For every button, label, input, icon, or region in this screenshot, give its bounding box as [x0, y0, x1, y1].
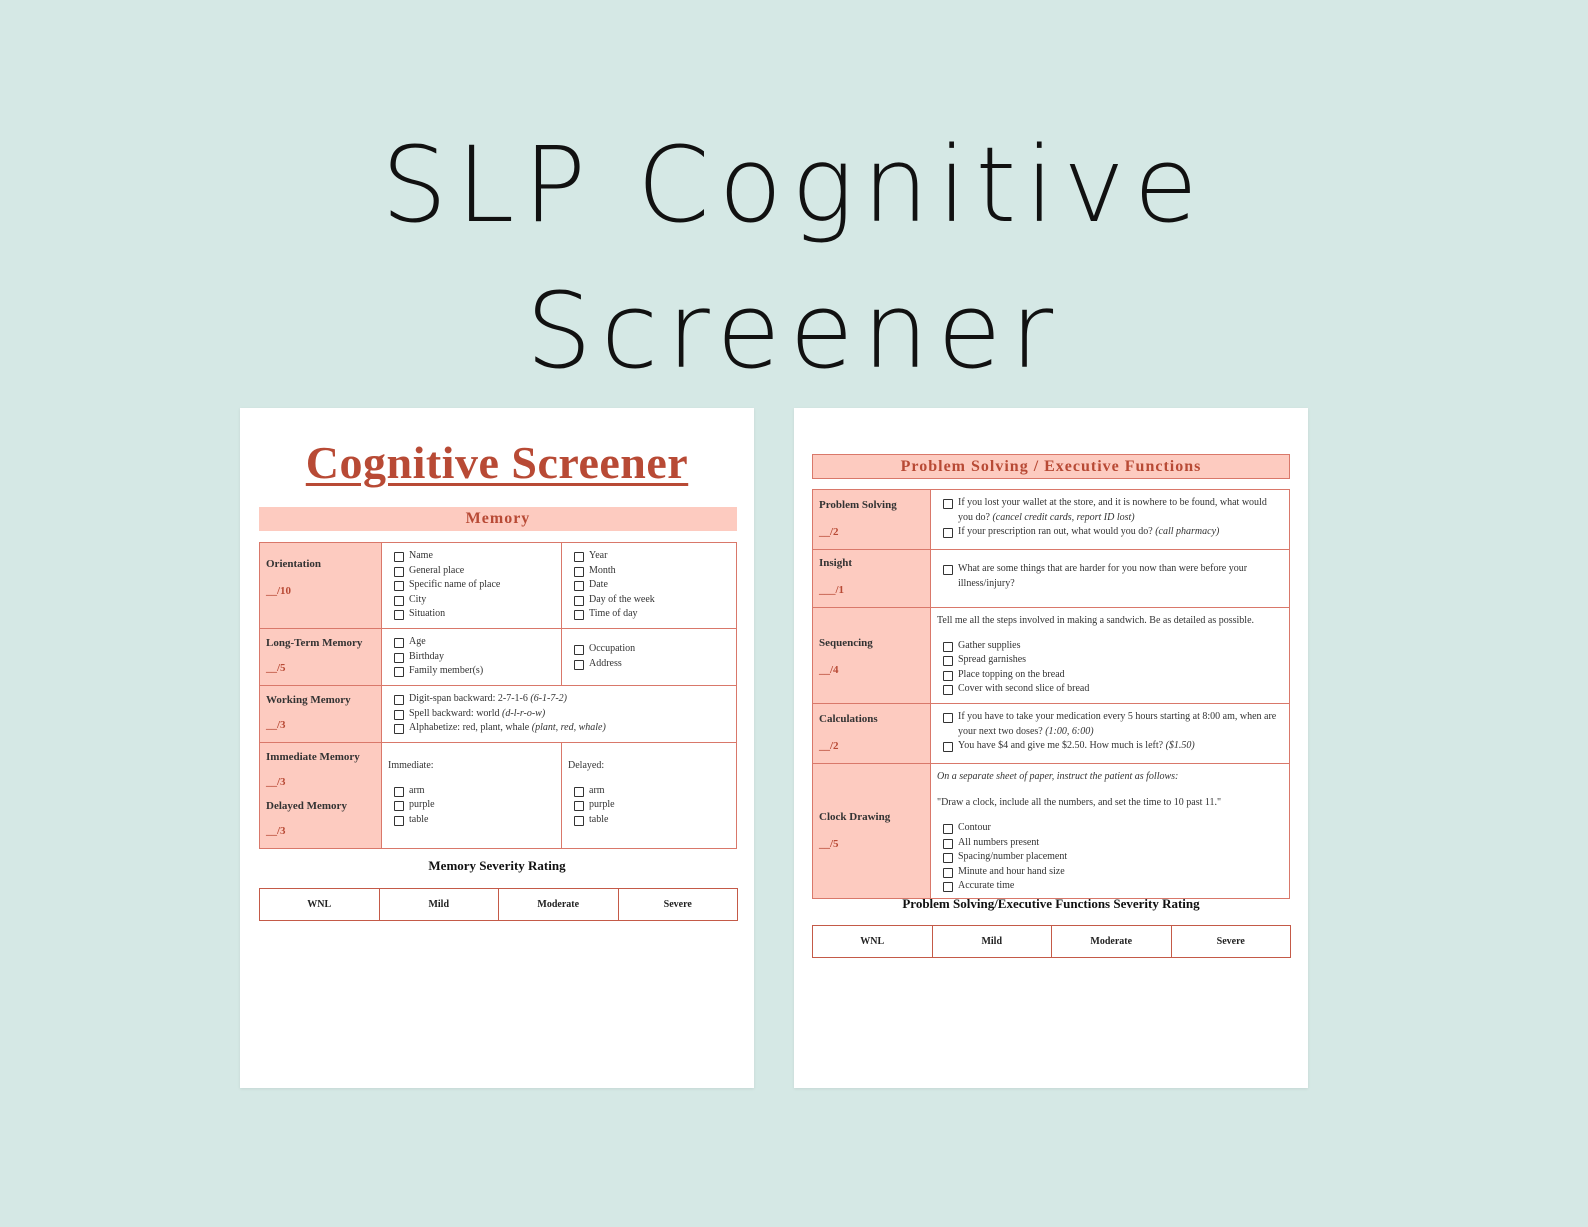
immediate-memory-score: __/3	[266, 775, 286, 788]
long-term-label-cell	[260, 629, 382, 686]
hero-title	[0, 112, 1588, 404]
sequencing-label-cell	[813, 608, 931, 704]
immediate-delayed-label-cell	[260, 743, 382, 849]
calculations-label-cell	[813, 704, 931, 764]
problem-solving-items	[931, 490, 1290, 550]
insight-label-cell	[813, 550, 931, 608]
calculations-row	[813, 704, 1290, 764]
checkbox-item[interactable]: What are some things that are harder for you now than were before your illness/injury?	[943, 562, 1279, 591]
checkbox-item[interactable]: table	[394, 813, 561, 828]
checkbox-item[interactable]: purple	[574, 798, 736, 813]
sequencing-row	[813, 608, 1290, 704]
orientation-row	[260, 543, 737, 629]
sequencing-label: Sequencing	[819, 637, 873, 649]
working-memory-label-cell	[260, 686, 382, 743]
hero-title-line-2: Screener	[525, 270, 1063, 392]
orientation-label: Orientation	[266, 558, 321, 570]
checkbox-item[interactable]: General place	[394, 564, 561, 579]
checkbox-item[interactable]: Situation	[394, 607, 561, 622]
problem-solving-score: __/2	[819, 525, 839, 538]
checkbox-item[interactable]: Minute and hour hand size	[943, 865, 1289, 880]
memory-severity-title: Memory Severity Rating	[428, 858, 566, 873]
immediate-memory-label: Immediate Memory	[266, 751, 360, 763]
memory-section-banner: Memory	[259, 507, 737, 531]
orientation-col-1	[382, 543, 562, 629]
clock-drawing-row	[813, 764, 1290, 899]
memory-severity-rating	[259, 888, 738, 921]
hero-title-line-1: SLP Cognitive	[381, 124, 1207, 246]
problem-solving-label-cell	[813, 490, 931, 550]
checkbox-item[interactable]: Name	[394, 549, 561, 564]
severity-option-moderate[interactable]: Moderate	[1052, 926, 1172, 958]
insight-row	[813, 550, 1290, 608]
checkbox-item[interactable]: If you have to take your medication every 5 hours starting at 8:00 am, when are your next two doses? (1:00, 6:00)	[943, 710, 1279, 739]
checkbox-item[interactable]: Spell backward: world (d-l-r-o-w)	[394, 707, 736, 722]
long-term-col-2	[562, 629, 737, 686]
executive-severity-rating	[812, 925, 1291, 958]
checkbox-item[interactable]: Gather supplies	[943, 639, 1289, 654]
executive-severity-title: Problem Solving/Executive Functions Severity Rating	[902, 896, 1200, 911]
long-term-memory-label: Long-Term Memory	[266, 637, 363, 649]
clock-quote: "Draw a clock, include all the numbers, and set the time to 10 past 11."	[937, 796, 1222, 808]
severity-option-mild[interactable]: Mild	[932, 926, 1052, 958]
checkbox-item[interactable]: Specific name of place	[394, 578, 561, 593]
checkbox-item[interactable]: If you lost your wallet at the store, and it is nowhere to be found, what would you do? (cancel credit cards, report ID lost)	[943, 496, 1279, 525]
checkbox-item[interactable]: If your prescription ran out, what would you do? (call pharmacy)	[943, 525, 1279, 540]
memory-page	[240, 408, 754, 1088]
delayed-heading: Delayed:	[568, 760, 605, 771]
clock-instruction: On a separate sheet of paper, instruct the patient as follows:	[937, 771, 1179, 782]
severity-option-severe[interactable]: Severe	[618, 889, 738, 921]
long-term-memory-row	[260, 629, 737, 686]
orientation-label-cell	[260, 543, 382, 629]
severity-option-moderate[interactable]: Moderate	[499, 889, 619, 921]
checkbox-item[interactable]: City	[394, 593, 561, 608]
problem-solving-label: Problem Solving	[819, 499, 897, 511]
checkbox-item[interactable]: Day of the week	[574, 593, 736, 608]
severity-option-wnl[interactable]: WNL	[260, 889, 380, 921]
immediate-delayed-row	[260, 743, 737, 849]
checkbox-item[interactable]: table	[574, 813, 736, 828]
checkbox-item[interactable]: Time of day	[574, 607, 736, 622]
checkbox-item[interactable]: Age	[394, 635, 561, 650]
checkbox-item[interactable]: Accurate time	[943, 879, 1289, 894]
delayed-col	[562, 743, 737, 849]
working-memory-score: __/3	[266, 718, 286, 731]
working-memory-row	[260, 686, 737, 743]
checkbox-item[interactable]: Alphabetize: red, plant, whale (plant, red, whale)	[394, 721, 736, 736]
immediate-col	[382, 743, 562, 849]
problem-solving-section-banner: Problem Solving / Executive Functions	[812, 454, 1290, 479]
document-title: Cognitive Screener	[305, 437, 689, 488]
checkbox-item[interactable]: All numbers present	[943, 836, 1289, 851]
calculations-score: __/2	[819, 739, 839, 752]
clock-drawing-label: Clock Drawing	[819, 811, 891, 823]
sequencing-items	[931, 608, 1290, 704]
sequencing-score: __/4	[819, 663, 839, 676]
checkbox-item[interactable]: Occupation	[574, 642, 736, 657]
severity-option-severe[interactable]: Severe	[1171, 926, 1291, 958]
checkbox-item[interactable]: Month	[574, 564, 736, 579]
checkbox-item[interactable]: Spread garnishes	[943, 653, 1289, 668]
checkbox-item[interactable]: arm	[574, 784, 736, 799]
delayed-memory-score: __/3	[266, 824, 286, 837]
calculations-items	[931, 704, 1290, 764]
checkbox-item[interactable]: Cover with second slice of bread	[943, 682, 1289, 697]
executive-functions-table	[812, 489, 1290, 899]
checkbox-item[interactable]: arm	[394, 784, 561, 799]
problem-solving-row	[813, 490, 1290, 550]
memory-table	[259, 542, 737, 849]
calculations-label: Calculations	[819, 713, 878, 725]
checkbox-item[interactable]: Birthday	[394, 650, 561, 665]
checkbox-item[interactable]: Address	[574, 657, 736, 672]
orientation-score: __/10	[266, 584, 292, 597]
checkbox-item[interactable]: Family member(s)	[394, 664, 561, 679]
severity-option-wnl[interactable]: WNL	[813, 926, 933, 958]
working-memory-label: Working Memory	[266, 694, 351, 706]
insight-score: ___/1	[819, 583, 845, 596]
checkbox-item[interactable]: Contour	[943, 821, 1289, 836]
orientation-col-2	[562, 543, 737, 629]
clock-drawing-score: __/5	[819, 837, 839, 850]
clock-drawing-items	[931, 764, 1290, 899]
severity-option-mild[interactable]: Mild	[379, 889, 499, 921]
checkbox-item[interactable]: purple	[394, 798, 561, 813]
insight-label: Insight	[819, 557, 853, 569]
long-term-memory-score: __/5	[266, 661, 286, 674]
checkbox-item[interactable]: You have $4 and give me $2.50. How much is left? ($1.50)	[943, 739, 1279, 754]
checkbox-item[interactable]: Digit-span backward: 2-7-1-6 (6-1-7-2)	[394, 692, 736, 707]
immediate-heading: Immediate:	[388, 760, 434, 771]
checkbox-item[interactable]: Year	[574, 549, 736, 564]
insight-items	[931, 550, 1290, 608]
working-memory-items	[382, 686, 737, 743]
problem-solving-page	[794, 408, 1308, 1088]
checkbox-item[interactable]: Place topping on the bread	[943, 668, 1289, 683]
sequencing-prompt: Tell me all the steps involved in making a sandwich. Be as detailed as possible.	[937, 615, 1255, 626]
delayed-memory-label: Delayed Memory	[266, 800, 347, 812]
checkbox-item[interactable]: Spacing/number placement	[943, 850, 1289, 865]
checkbox-item[interactable]: Date	[574, 578, 736, 593]
long-term-col-1	[382, 629, 562, 686]
clock-drawing-label-cell	[813, 764, 931, 899]
